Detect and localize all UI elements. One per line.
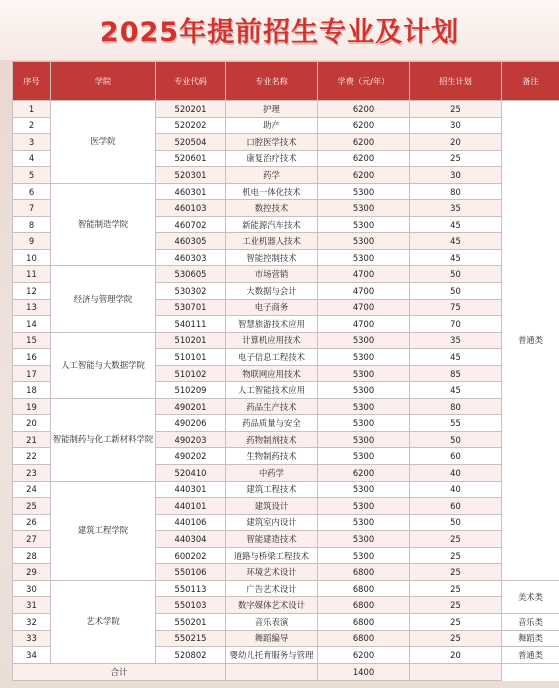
enrollment-plan: 35 (410, 332, 502, 349)
major-code: 520201 (156, 101, 226, 118)
row-no: 24 (13, 481, 51, 498)
header-major: 专业名称 (226, 62, 318, 101)
major-name: 智能建造技术 (226, 531, 318, 548)
enrollment-plan: 50 (410, 514, 502, 531)
remark: 美术类 (502, 580, 559, 613)
major-code: 550201 (156, 613, 226, 630)
college-name: 人工智能与大数据学院 (51, 332, 156, 398)
row-no: 2 (13, 117, 51, 134)
title-banner (0, 0, 559, 60)
enrollment-table (12, 61, 559, 681)
row-no: 4 (13, 150, 51, 167)
enrollment-plan: 45 (410, 349, 502, 366)
enrollment-plan: 50 (410, 283, 502, 300)
major-code: 510102 (156, 365, 226, 382)
row-no: 34 (13, 647, 51, 664)
enrollment-plan: 25 (410, 547, 502, 564)
tuition-fee: 5300 (318, 200, 410, 217)
remark: 普通类 (502, 101, 559, 581)
row-no: 20 (13, 415, 51, 432)
total-spacer-2 (410, 664, 502, 681)
tuition-fee: 6800 (318, 564, 410, 581)
table-row (13, 332, 559, 349)
major-code: 520202 (156, 117, 226, 134)
major-code: 440301 (156, 481, 226, 498)
enrollment-plan: 25 (410, 580, 502, 597)
row-no: 7 (13, 200, 51, 217)
row-no: 25 (13, 498, 51, 515)
row-no: 32 (13, 613, 51, 630)
tuition-fee: 6800 (318, 580, 410, 597)
total-label: 合计 (13, 664, 226, 681)
table-row (13, 266, 559, 283)
row-no: 14 (13, 316, 51, 333)
enrollment-plan: 25 (410, 597, 502, 614)
enrollment-plan: 75 (410, 299, 502, 316)
enrollment-plan: 35 (410, 200, 502, 217)
major-code: 520301 (156, 167, 226, 184)
tuition-fee: 5300 (318, 216, 410, 233)
major-code: 490206 (156, 415, 226, 432)
major-code: 550215 (156, 630, 226, 647)
major-name: 音乐表演 (226, 613, 318, 630)
major-name: 大数据与会计 (226, 283, 318, 300)
row-no: 29 (13, 564, 51, 581)
enrollment-plan: 80 (410, 398, 502, 415)
major-name: 电子商务 (226, 299, 318, 316)
major-code: 460702 (156, 216, 226, 233)
major-code: 520410 (156, 465, 226, 482)
tuition-fee: 4700 (318, 266, 410, 283)
college-name: 智能制造学院 (51, 183, 156, 266)
enrollment-plan: 45 (410, 216, 502, 233)
tuition-fee: 5300 (318, 233, 410, 250)
total-value: 1400 (318, 664, 410, 681)
major-code: 490202 (156, 448, 226, 465)
enrollment-plan: 85 (410, 365, 502, 382)
table-header-row (13, 62, 559, 101)
row-no: 16 (13, 349, 51, 366)
tuition-fee: 5300 (318, 531, 410, 548)
major-code: 460103 (156, 200, 226, 217)
enrollment-plan: 30 (410, 167, 502, 184)
major-name: 新能源汽车技术 (226, 216, 318, 233)
row-no: 10 (13, 249, 51, 266)
major-code: 520601 (156, 150, 226, 167)
major-name: 口腔医学技术 (226, 134, 318, 151)
major-code: 530605 (156, 266, 226, 283)
major-name: 数控技术 (226, 200, 318, 217)
major-code: 440101 (156, 498, 226, 515)
major-code: 490203 (156, 431, 226, 448)
tuition-fee: 6800 (318, 613, 410, 630)
tuition-fee: 5300 (318, 382, 410, 399)
table-row (13, 580, 559, 597)
table-row (13, 398, 559, 415)
enrollment-plan: 60 (410, 498, 502, 515)
enrollment-plan: 40 (410, 481, 502, 498)
tuition-fee: 5300 (318, 431, 410, 448)
remark: 舞蹈类 (502, 630, 559, 647)
remark: 音乐类 (502, 613, 559, 630)
major-name: 建筑设计 (226, 498, 318, 515)
tuition-fee: 5300 (318, 183, 410, 200)
tuition-fee: 5300 (318, 481, 410, 498)
page-title: 2025年提前招生专业及计划 (99, 17, 460, 48)
major-name: 建筑工程技术 (226, 481, 318, 498)
college-name: 艺术学院 (51, 580, 156, 663)
row-no: 19 (13, 398, 51, 415)
table-body (13, 101, 559, 664)
major-code: 520504 (156, 134, 226, 151)
row-no: 18 (13, 382, 51, 399)
row-no: 23 (13, 465, 51, 482)
header-plan: 招生计划 (410, 62, 502, 101)
remark: 普通类 (502, 647, 559, 664)
row-no: 12 (13, 283, 51, 300)
row-no: 17 (13, 365, 51, 382)
row-no: 6 (13, 183, 51, 200)
major-name: 护理 (226, 101, 318, 118)
major-code: 530701 (156, 299, 226, 316)
enrollment-table-sheet (12, 61, 559, 681)
major-name: 药学 (226, 167, 318, 184)
college-name: 智能制药与化工新材料学院 (51, 398, 156, 481)
enrollment-plan: 45 (410, 382, 502, 399)
header-no: 序号 (13, 62, 51, 101)
row-no: 28 (13, 547, 51, 564)
tuition-fee: 5300 (318, 498, 410, 515)
row-no: 27 (13, 531, 51, 548)
major-name: 计算机应用技术 (226, 332, 318, 349)
tuition-fee: 5300 (318, 349, 410, 366)
tuition-fee: 4700 (318, 316, 410, 333)
tuition-fee: 6800 (318, 597, 410, 614)
major-code: 440106 (156, 514, 226, 531)
major-name: 市场营销 (226, 266, 318, 283)
row-no: 15 (13, 332, 51, 349)
tuition-fee: 6200 (318, 167, 410, 184)
major-code: 520802 (156, 647, 226, 664)
major-name: 中药学 (226, 465, 318, 482)
row-no: 11 (13, 266, 51, 283)
tuition-fee: 6200 (318, 101, 410, 118)
major-name: 物联网应用技术 (226, 365, 318, 382)
enrollment-plan: 55 (410, 415, 502, 432)
enrollment-plan: 30 (410, 117, 502, 134)
total-spacer (226, 664, 318, 681)
major-code: 550103 (156, 597, 226, 614)
enrollment-plan: 70 (410, 316, 502, 333)
major-name: 人工智能技术应用 (226, 382, 318, 399)
major-code: 540111 (156, 316, 226, 333)
major-name: 智能控制技术 (226, 249, 318, 266)
header-fee: 学费（元/年） (318, 62, 410, 101)
major-code: 490201 (156, 398, 226, 415)
tuition-fee: 5300 (318, 398, 410, 415)
enrollment-plan: 25 (410, 613, 502, 630)
tuition-fee: 5300 (318, 547, 410, 564)
enrollment-plan: 25 (410, 564, 502, 581)
tuition-fee: 4700 (318, 299, 410, 316)
tuition-fee: 5300 (318, 415, 410, 432)
major-name: 广告艺术设计 (226, 580, 318, 597)
row-no: 5 (13, 167, 51, 184)
major-name: 康复治疗技术 (226, 150, 318, 167)
tuition-fee: 5300 (318, 514, 410, 531)
major-name: 数字媒体艺术设计 (226, 597, 318, 614)
row-no: 21 (13, 431, 51, 448)
enrollment-plan: 60 (410, 448, 502, 465)
table-row (13, 183, 559, 200)
major-name: 建筑室内设计 (226, 514, 318, 531)
row-no: 13 (13, 299, 51, 316)
row-no: 3 (13, 134, 51, 151)
major-name: 机电一体化技术 (226, 183, 318, 200)
enrollment-plan: 50 (410, 431, 502, 448)
enrollment-plan: 20 (410, 647, 502, 664)
enrollment-plan: 45 (410, 233, 502, 250)
row-no: 33 (13, 630, 51, 647)
major-name: 药品生产技术 (226, 398, 318, 415)
tuition-fee: 6800 (318, 630, 410, 647)
tuition-fee: 6200 (318, 117, 410, 134)
major-name: 环境艺术设计 (226, 564, 318, 581)
row-no: 8 (13, 216, 51, 233)
major-name: 道路与桥梁工程技术 (226, 547, 318, 564)
enrollment-plan: 80 (410, 183, 502, 200)
enrollment-plan: 25 (410, 150, 502, 167)
college-name: 医学院 (51, 101, 156, 184)
table-row (13, 101, 559, 118)
college-name: 建筑工程学院 (51, 481, 156, 580)
major-code: 510101 (156, 349, 226, 366)
tuition-fee: 5300 (318, 365, 410, 382)
major-name: 舞蹈编导 (226, 630, 318, 647)
row-no: 26 (13, 514, 51, 531)
major-name: 婴幼儿托育服务与管理 (226, 647, 318, 664)
row-no: 30 (13, 580, 51, 597)
major-code: 440304 (156, 531, 226, 548)
major-name: 生物制药技术 (226, 448, 318, 465)
row-no: 31 (13, 597, 51, 614)
row-no: 9 (13, 233, 51, 250)
major-code: 510201 (156, 332, 226, 349)
enrollment-plan: 40 (410, 465, 502, 482)
major-code: 550113 (156, 580, 226, 597)
major-code: 550106 (156, 564, 226, 581)
enrollment-plan: 25 (410, 101, 502, 118)
major-name: 助产 (226, 117, 318, 134)
tuition-fee: 6200 (318, 134, 410, 151)
major-code: 460303 (156, 249, 226, 266)
major-code: 460301 (156, 183, 226, 200)
tuition-fee: 6200 (318, 150, 410, 167)
row-no: 1 (13, 101, 51, 118)
enrollment-plan: 50 (410, 266, 502, 283)
enrollment-plan: 25 (410, 630, 502, 647)
major-code: 530302 (156, 283, 226, 300)
major-name: 药品质量与安全 (226, 415, 318, 432)
enrollment-plan: 45 (410, 249, 502, 266)
enrollment-plan: 25 (410, 531, 502, 548)
college-name: 经济与管理学院 (51, 266, 156, 332)
tuition-fee: 6200 (318, 647, 410, 664)
total-row (13, 664, 559, 681)
major-code: 600202 (156, 547, 226, 564)
tuition-fee: 4700 (318, 283, 410, 300)
tuition-fee: 6200 (318, 465, 410, 482)
row-no: 22 (13, 448, 51, 465)
major-code: 460305 (156, 233, 226, 250)
tuition-fee: 5300 (318, 448, 410, 465)
tuition-fee: 5300 (318, 249, 410, 266)
major-name: 智慧旅游技术应用 (226, 316, 318, 333)
major-name: 电子信息工程技术 (226, 349, 318, 366)
enrollment-plan: 20 (410, 134, 502, 151)
header-code: 专业代码 (156, 62, 226, 101)
major-code: 510209 (156, 382, 226, 399)
major-name: 药物制剂技术 (226, 431, 318, 448)
major-name: 工业机器人技术 (226, 233, 318, 250)
header-college: 学院 (51, 62, 156, 101)
header-note: 备注 (502, 62, 559, 101)
table-row (13, 481, 559, 498)
tuition-fee: 5300 (318, 332, 410, 349)
